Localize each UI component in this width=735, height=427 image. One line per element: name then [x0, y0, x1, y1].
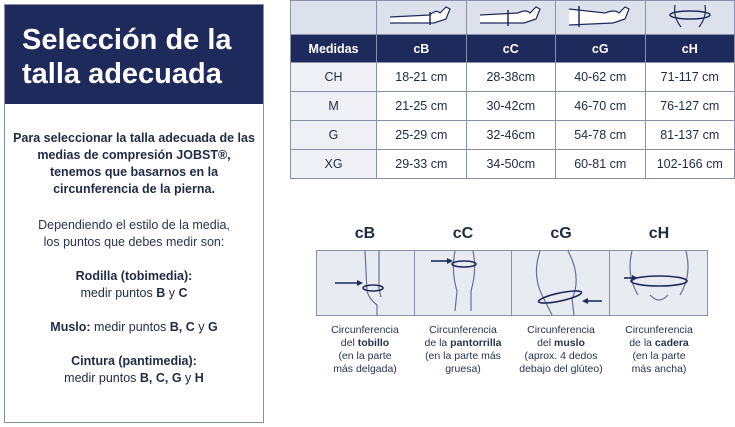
- table-row: [291, 150, 735, 179]
- table-cell: 18-21 cm: [377, 63, 466, 92]
- caption-line: más delgada): [333, 363, 397, 375]
- instructions: [5, 217, 263, 251]
- caption-prefix: del: [537, 337, 554, 349]
- table-cell: 40-62 cm: [556, 63, 645, 92]
- caption-line: Circunferencia: [429, 324, 497, 336]
- points-2: H: [194, 371, 204, 385]
- caption-line: (aprox. 4 dedos: [524, 350, 598, 362]
- header-cg: cG: [556, 35, 645, 63]
- hip-measure-illustration: [610, 251, 708, 315]
- caption-line: Circunferencia: [625, 324, 693, 336]
- table-cell: 46-70 cm: [556, 92, 645, 121]
- table-cell: 81-137 cm: [645, 121, 735, 150]
- group-points: [5, 285, 263, 302]
- caption-ankle: [316, 324, 414, 376]
- caption-prefix: de la: [629, 337, 655, 349]
- points-1: B, C, G: [139, 371, 182, 385]
- calf-measure-illustration: [415, 251, 513, 315]
- group-points: [5, 319, 263, 336]
- size-label: XG: [291, 150, 377, 179]
- points-prefix: medir puntos: [90, 320, 170, 334]
- measurement-labels: [316, 225, 708, 250]
- caption-line: [414, 337, 512, 350]
- points-2: G: [207, 320, 218, 334]
- group-points: [5, 370, 263, 387]
- caption-hip: [610, 324, 708, 376]
- measurement-illustrations: [316, 250, 708, 316]
- table-cell: 102-166 cm: [645, 150, 735, 179]
- caption-line: [512, 337, 610, 350]
- points-2: C: [178, 286, 188, 300]
- size-label: G: [291, 121, 377, 150]
- size-table: [290, 0, 735, 179]
- caption-line: (en la parte: [632, 350, 686, 362]
- leg-calf-icon: [466, 1, 555, 35]
- instructions-line1: Dependiendo el estilo de la media,: [38, 218, 230, 232]
- group-cintura: [5, 353, 263, 387]
- points-1: B, C: [169, 320, 195, 334]
- label-cb: cB: [354, 225, 376, 242]
- leg-thigh-icon: [556, 1, 645, 35]
- group-title: Muslo:: [50, 320, 91, 334]
- points-sep: y: [165, 286, 179, 300]
- table-cell: 30-42cm: [466, 92, 555, 121]
- table-cell: 60-81 cm: [556, 150, 645, 179]
- size-label: CH: [291, 63, 377, 92]
- caption-line: Circunferencia: [527, 324, 595, 336]
- thigh-measure-illustration: [512, 251, 610, 315]
- caption-line: (en la parte: [338, 350, 392, 362]
- caption-part: cadera: [654, 337, 689, 349]
- group-rodilla: [5, 268, 263, 302]
- points-sep: y: [181, 371, 195, 385]
- ankle-measure-illustration: [317, 251, 415, 315]
- group-title: Cintura (pantimedia):: [71, 354, 197, 368]
- table-cell: 34-50cm: [466, 150, 555, 179]
- caption-line: gruesa): [445, 363, 481, 375]
- table-cell: 32-46cm: [466, 121, 555, 150]
- header-ch: cH: [645, 35, 735, 63]
- intro-text: Para seleccionar la talla adecuada de las medias de compresión JOBST®, tenemos que basarnos en la circunferencia de la pierna.: [13, 131, 255, 196]
- caption-line: debajo del glúteo): [519, 363, 603, 375]
- page-title-line1: Selección de la: [22, 24, 232, 56]
- leg-ankle-icon: [377, 1, 466, 35]
- caption-prefix: del: [340, 337, 358, 349]
- label-cc: cC: [452, 225, 474, 242]
- header-cb: cB: [377, 35, 466, 63]
- caption-prefix: de la: [424, 337, 451, 349]
- group-title: Rodilla (tobimedia):: [75, 269, 193, 283]
- measurement-captions: [316, 324, 708, 376]
- caption-line: [316, 337, 414, 350]
- table-row: [291, 121, 735, 150]
- caption-part: pantorrilla: [450, 337, 502, 349]
- table-row: [291, 63, 735, 92]
- table-cell: 21-25 cm: [377, 92, 466, 121]
- hip-icon: [645, 1, 735, 35]
- caption-part: muslo: [554, 337, 585, 349]
- table-corner: [291, 1, 377, 35]
- header-cc: cC: [466, 35, 555, 63]
- caption-part: tobillo: [357, 337, 390, 349]
- instructions-line2: los puntos que debes medir son:: [43, 235, 225, 249]
- caption-calf: [414, 324, 512, 376]
- points-sep: y: [194, 320, 208, 334]
- table-row: [291, 92, 735, 121]
- caption-line: Circunferencia: [331, 324, 399, 336]
- page-title-line2: talla adecuada: [22, 58, 222, 90]
- table-cell: 29-33 cm: [377, 150, 466, 179]
- caption-line: [610, 337, 708, 350]
- label-ch: cH: [648, 225, 670, 242]
- caption-line: (en la parte más: [425, 350, 501, 362]
- group-muslo: [5, 319, 263, 336]
- caption-thigh: [512, 324, 610, 376]
- size-label: M: [291, 92, 377, 121]
- info-panel: [4, 4, 264, 423]
- table-cell: 71-117 cm: [645, 63, 735, 92]
- caption-line: más ancha): [631, 363, 687, 375]
- points-prefix: medir puntos: [80, 286, 157, 300]
- label-cg: cG: [550, 225, 572, 242]
- title-box: [5, 5, 263, 104]
- measurement-guide: [316, 225, 708, 376]
- table-cell: 54-78 cm: [556, 121, 645, 150]
- points-1: B: [156, 286, 166, 300]
- table-cell: 25-29 cm: [377, 121, 466, 150]
- points-prefix: medir puntos: [64, 371, 140, 385]
- header-medidas: Medidas: [291, 35, 377, 63]
- table-cell: 76-127 cm: [645, 92, 735, 121]
- table-cell: 28-38cm: [466, 63, 555, 92]
